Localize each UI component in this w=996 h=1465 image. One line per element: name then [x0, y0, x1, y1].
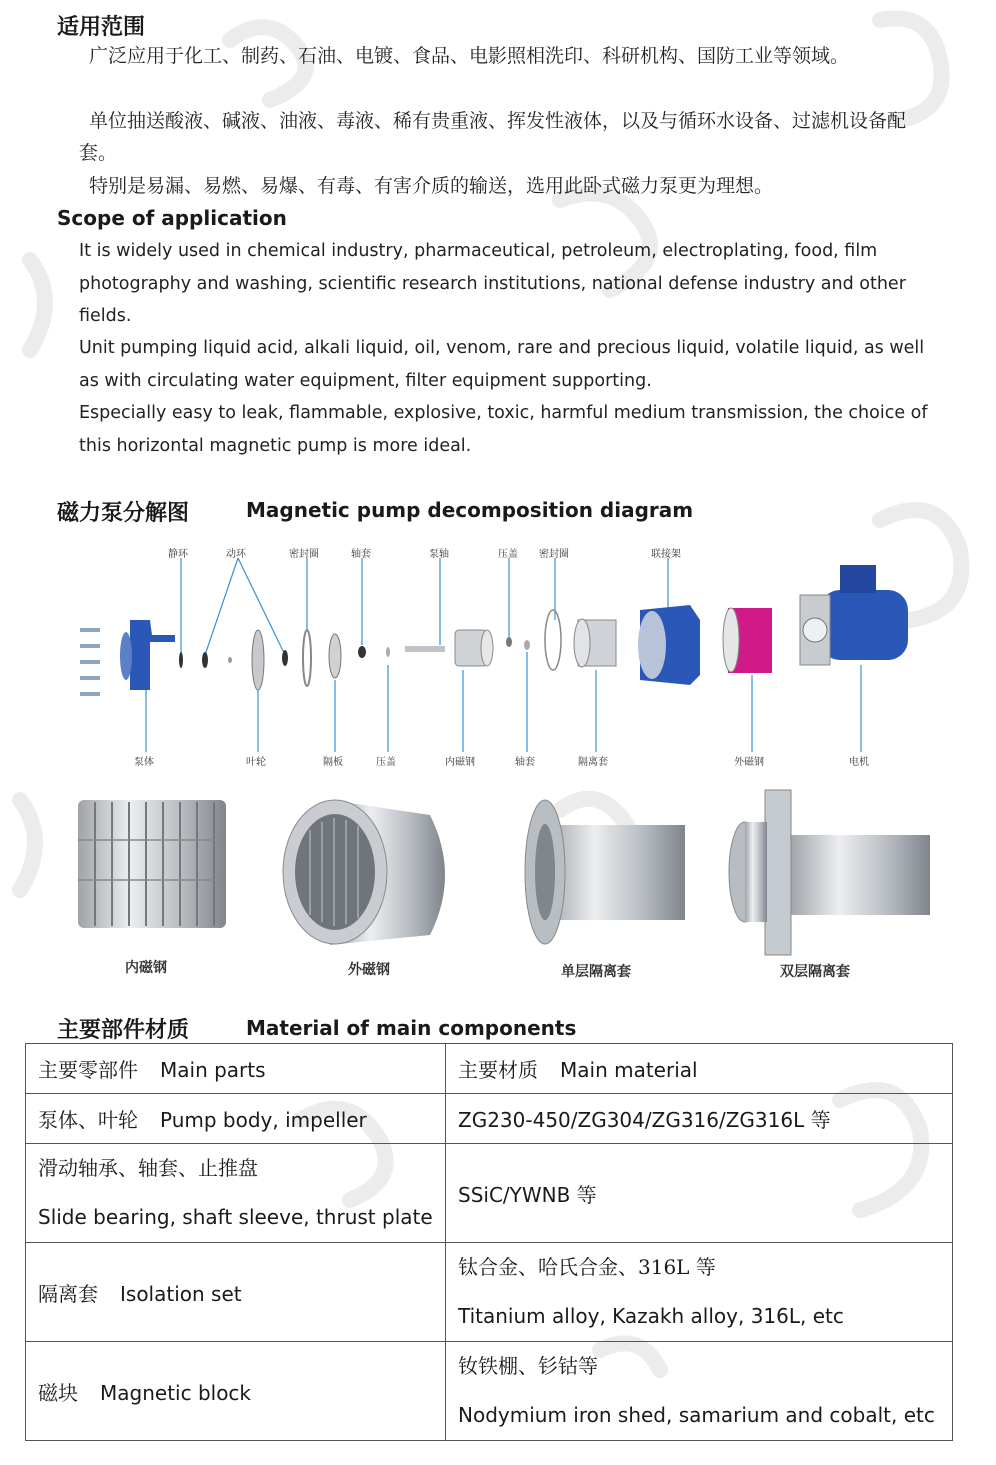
materials-heading-cn: 主要部件材质 — [57, 1017, 190, 1043]
photo-label-double-sleeve: 双层隔离套 — [780, 964, 850, 980]
photo-label-inner-magnet: 内磁钢 — [125, 960, 167, 976]
material-cell: SSiC/YWNB 等 — [446, 1144, 953, 1243]
part-en: Isolation set — [120, 1281, 242, 1306]
scope-para-1-cn: 广泛应用于化工、制药、石油、电镀、食品、电影照相洗印、科研机构、国防工业等领域。 — [89, 45, 850, 67]
header-material-cn: 主要材质 — [458, 1058, 538, 1082]
part-cell — [26, 1342, 446, 1441]
label-pump-shaft: 泵轴 — [429, 549, 449, 560]
header-part-cell — [26, 1044, 446, 1094]
table-row — [26, 1094, 953, 1144]
component-photos-graphic — [0, 780, 996, 985]
part-cn: 泵体、叶轮 — [38, 1108, 138, 1132]
label-moving-ring: 动环 — [226, 549, 246, 560]
label-pump-body: 泵体 — [134, 757, 154, 768]
label-isolation-sleeve: 隔离套 — [578, 757, 608, 768]
photo-label-outer-magnet: 外磁钢 — [348, 962, 390, 978]
table-row — [26, 1342, 953, 1441]
header-material-en: Main material — [560, 1058, 698, 1082]
part-en: Magnetic block — [100, 1380, 252, 1405]
material-cell — [446, 1342, 953, 1441]
diagram-heading-cn: 磁力泵分解图 — [57, 500, 190, 526]
label-seal-ring-2: 密封圈 — [539, 549, 569, 560]
label-static-ring: 静环 — [168, 549, 188, 560]
scope-para-1-en: It is widely used in chemical industry, pharmaceutical, petroleum, electroplating, food, film photography and washing, scientific research institutions, national defense industry and other fields. — [79, 241, 906, 326]
header-part-en: Main parts — [160, 1058, 266, 1082]
label-sleeve: 轴套 — [351, 549, 371, 560]
part-cn: 隔离套 — [38, 1281, 98, 1306]
table-row — [26, 1144, 953, 1243]
component-photos — [0, 780, 996, 985]
part-cell — [26, 1094, 446, 1144]
material-en: Nodymium iron shed, samarium and cobalt, etc — [458, 1403, 935, 1427]
part-en: Slide bearing, shaft sleeve, thrust plate — [38, 1205, 433, 1229]
label-partition: 隔板 — [323, 757, 343, 768]
materials-heading-en: Material of main components — [246, 1016, 577, 1040]
label-gland-2: 压盖 — [376, 757, 396, 768]
material-cell — [446, 1243, 953, 1342]
label-sleeve-2: 轴套 — [515, 757, 535, 768]
header-material-cell — [446, 1044, 953, 1094]
label-coupling-frame: 联接架 — [651, 549, 681, 560]
part-cn: 滑动轴承、轴套、止推盘 — [38, 1156, 258, 1180]
label-motor: 电机 — [849, 757, 869, 768]
scope-heading-cn: 适用范围 — [57, 14, 146, 40]
exploded-diagram — [0, 540, 996, 775]
part-cn: 磁块 — [38, 1380, 78, 1405]
part-cell — [26, 1243, 446, 1342]
table-header-row — [26, 1044, 953, 1094]
photo-label-single-sleeve: 单层隔离套 — [561, 964, 631, 980]
label-impeller: 叶轮 — [246, 757, 266, 768]
exploded-diagram-graphic — [0, 540, 996, 775]
material-en: Titanium alloy, Kazakh alloy, 316L, etc — [458, 1304, 844, 1328]
material-cell: ZG230-450/ZG304/ZG316/ZG316L 等 — [446, 1094, 953, 1144]
label-seal-ring: 密封圈 — [289, 549, 319, 560]
scope-para-2-cn: 单位抽送酸液、碱液、油液、毒液、稀有贵重液、挥发性液体，以及与循环水设备、过滤机设备配套。 — [79, 110, 907, 164]
material-cn: 钛合金、哈氏合金、316L 等 — [458, 1255, 716, 1279]
label-gland: 压盖 — [498, 549, 518, 560]
header-part-cn: 主要零部件 — [38, 1058, 138, 1082]
material-cn: 钕铁棚、钐钴等 — [458, 1354, 598, 1378]
materials-table — [25, 1043, 953, 1441]
label-outer-magnet: 外磁钢 — [734, 757, 764, 768]
scope-para-3-cn: 特别是易漏、易燃、易爆、有毒、有害介质的输送，选用此卧式磁力泵更为理想。 — [89, 175, 774, 197]
label-inner-magnet: 内磁钢 — [445, 757, 475, 768]
table-row — [26, 1243, 953, 1342]
part-en: Pump body, impeller — [160, 1108, 367, 1132]
diagram-heading-en: Magnetic pump decomposition diagram — [246, 498, 694, 522]
scope-para-2-en: Unit pumping liquid acid, alkali liquid, oil, venom, rare and precious liquid, volatile liquid, as well as with circulating water equipment, filter equipment supporting. — [79, 338, 925, 391]
scope-para-3-en: Especially easy to leak, flammable, explosive, toxic, harmful medium transmission, the choice of this horizontal magnetic pump is more ideal. — [79, 403, 928, 456]
part-cell — [26, 1144, 446, 1243]
scope-heading-en: Scope of application — [57, 206, 287, 230]
